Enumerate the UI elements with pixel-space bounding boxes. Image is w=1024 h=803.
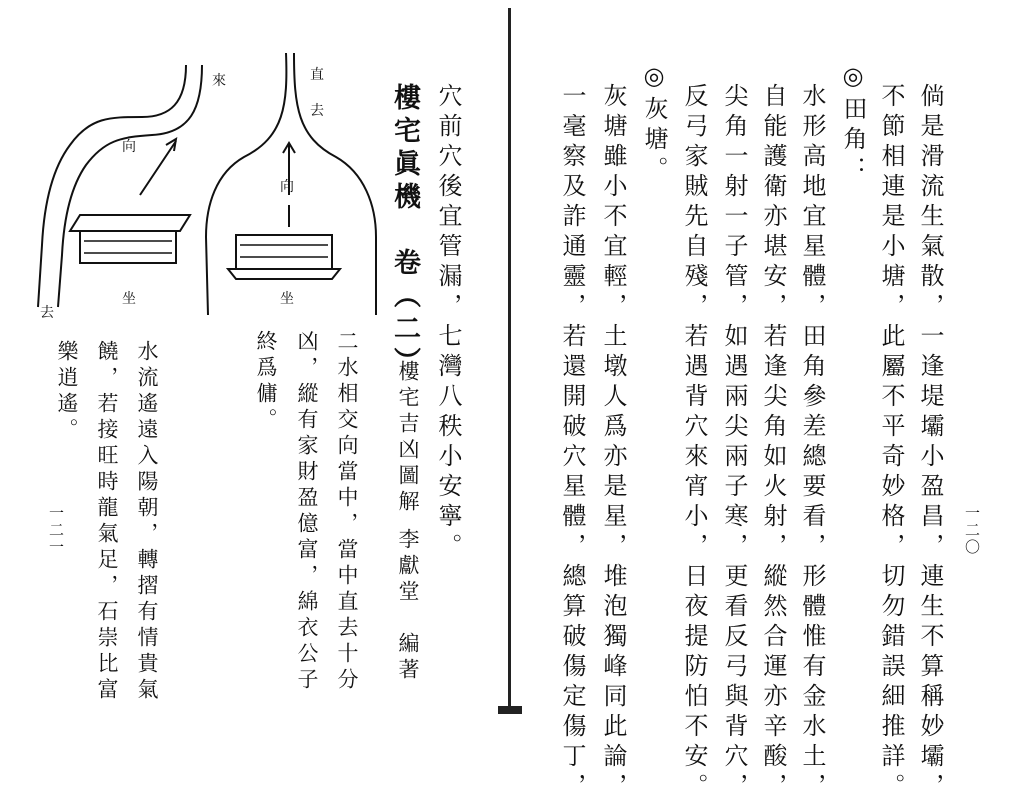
- text-column: 水形高地宜星體，田角參差總要看，形體惟有金水土，: [798, 83, 826, 803]
- label-go: 去: [40, 305, 54, 321]
- house-roof: [228, 269, 340, 279]
- house-body: [80, 231, 176, 263]
- caption-line: 樂逍遙。: [55, 340, 79, 444]
- label-seat: 坐: [280, 291, 294, 307]
- caption-line: 饒，若接旺時龍氣足，石崇比富: [95, 340, 119, 704]
- water-bank-left: [206, 53, 286, 315]
- text-column: 不節相連是小塘，此屬不平奇妙格，切勿錯誤細推詳。: [877, 83, 905, 803]
- section-heading: ◎田角：: [839, 62, 867, 186]
- intro-line: 穴前穴後宜管漏，七灣八秩小安寧。: [434, 83, 462, 563]
- label-facing: 向: [280, 179, 294, 195]
- spine-mark: [498, 706, 522, 714]
- text-column: 灰塘雖小不宜輕，土墩人爲亦是星，堆泡獨峰同此論，: [599, 83, 627, 803]
- caption-line: 凶，縱有家財盈億富，綿衣公子: [295, 330, 319, 694]
- label-facing: 向: [122, 139, 136, 155]
- diagram-water-coming: [38, 65, 226, 321]
- section-heading: ◎灰塘。: [640, 62, 668, 186]
- page-number-left: 一二一: [47, 505, 65, 556]
- caption-line: 水流遙遠入陽朝，轉摺有情貴氣: [135, 340, 159, 704]
- facing-arrow: [140, 141, 176, 195]
- text-column: 反弓家賊先自殘，若遇背穴來宵小，日夜提防怕不安。: [680, 83, 708, 803]
- book-spine: [508, 8, 511, 708]
- page-number-right: 一二〇: [963, 505, 981, 556]
- feng-shui-diagrams: [30, 45, 390, 335]
- label-away: 去: [310, 103, 324, 119]
- author-credit: 李獻堂 編著: [396, 528, 420, 684]
- label-straight: 直: [310, 67, 324, 83]
- section-title: 樓宅吉凶圖解: [396, 360, 420, 516]
- house-roof: [70, 215, 190, 231]
- label-come: 來: [212, 73, 226, 89]
- text-column: 倘是滑流生氣散，一逢堤壩小盈昌，連生不算稱妙壩，: [916, 83, 944, 803]
- book-title: 樓宅眞機 卷（二）: [389, 83, 420, 380]
- text-column: 一毫察及詐通靈，若還開破穴星體，總算破傷定傷丁，: [558, 83, 586, 803]
- label-seat: 坐: [122, 291, 136, 307]
- water-bank-inner: [58, 65, 202, 307]
- caption-line: 二水相交向當中，當中直去十分: [335, 330, 359, 694]
- caption-line: 終爲傭。: [254, 330, 278, 434]
- text-column: 尖角一射一子管，如遇兩尖兩子寒，更看反弓與背穴，: [720, 83, 748, 803]
- diagram-straight-away: [206, 53, 376, 315]
- house-body: [236, 235, 332, 269]
- text-column: 自能護衛亦堪安，若逢尖角如火射，縱然合運亦辛酸，: [759, 83, 787, 803]
